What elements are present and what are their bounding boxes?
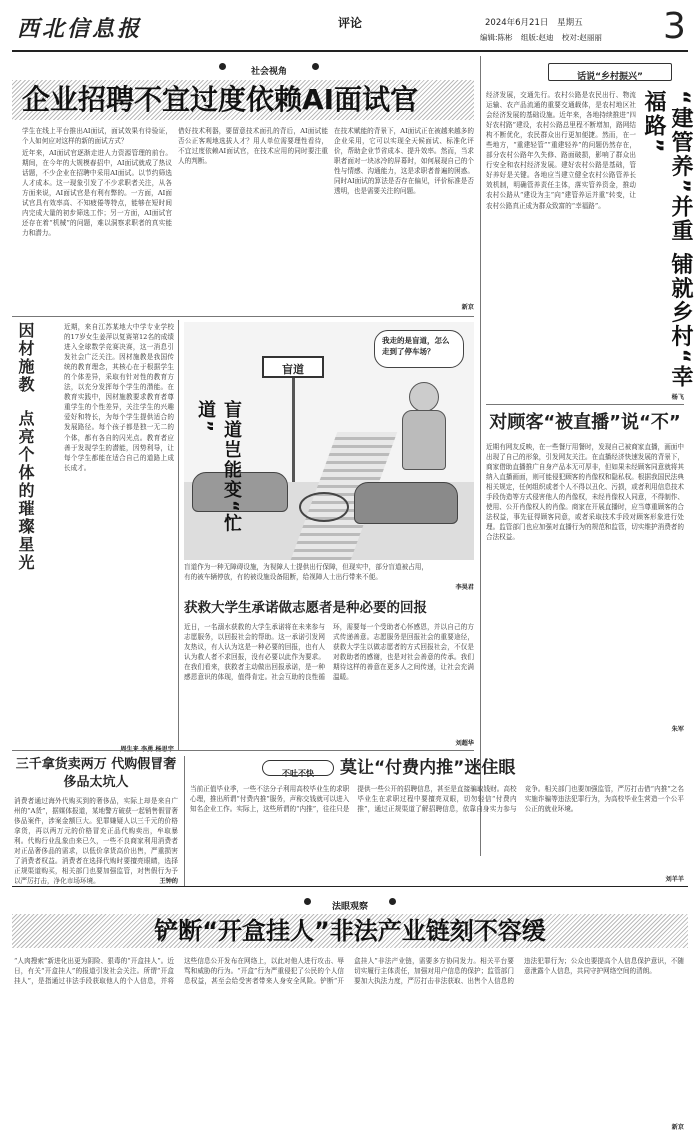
art4-title: 对顾客“被直播”说“不” — [489, 412, 681, 433]
art1-bottom-rule — [12, 316, 474, 317]
art1-title: 企业招聘不宜过度依赖AI面试官 — [22, 83, 419, 116]
art7-kicker — [300, 894, 400, 910]
speech-balloon — [374, 330, 464, 368]
sidebar-body: 经济发展，交通先行。农村公路是农民出行、物流运输、农产品流通的重要交通载体，是农村地区社会经济发展的基础设施。近年来，各地持续推进“四好农村路”建设，农村公路总里程不断增加，路网结构不断优化，农民群众出行更加便捷。然而，在一些地方，“重建轻管”“重建轻养”的问题仍然存在，部分农村公路年久失修、路面破损，影响了群众出行安全和农村经济发展。建好农村公路是基础，管好养好是关键。各地应当建立健全农村公路管养长效机制，明确管养责任主体，落实管养资金，推动农村公路从“建设为主”向“建管养运并重”转变，让农村公路真正成为群众致富的“幸福路”。 — [486, 91, 636, 210]
kicker-dot-left — [219, 63, 226, 70]
art1-col3: 在技术赋能的背景下，AI面试正在被越来越多的企业采用，它可以实现全天候面试、标准化评价，帮助企业节省成本、提升效率。然而，当求职者面对一块冰冷的屏幕时，如何展现自己的个性与情感、沟通能力，这是求职者普遍的困惑。同时AI面试的算法是否存在偏见，评价标准是否透明，也是需要关注的问题。 — [334, 127, 474, 196]
balloon-text: 我走的是盲道，怎么走到了停车场？ — [382, 336, 450, 356]
group-editor: 组版:赵迪 — [520, 33, 554, 42]
art6-kicker — [262, 760, 334, 776]
sign-post — [292, 372, 295, 482]
sidebar-header-box — [548, 63, 672, 81]
art5-byline: 王钟的 — [159, 878, 178, 885]
cartoon-byline: 李昊君 — [455, 584, 474, 591]
bike — [299, 492, 349, 522]
art1-lead: 学生在线上平台推出AI面试，面试效果有待验证，个人如何应对这样的新的面试方式？ — [22, 127, 172, 146]
sidebar-byline: 杨飞 — [671, 394, 684, 401]
art7-body: “人肉搜索”新进化出更为阴险、狠毒的“开盒挂人”。近日，有关“开盒挂人”的报道引发社会关注。所谓“开盒挂人”，是指通过非法手段获取他人的个人信息，并将这些信息公开发布在网络上，以此对他人进行攻击、辱骂和威胁的行为。“开盒”行为严重侵犯了公民的个人信息权益，甚至会给受害者带来人身安全风险。铲断“开盒挂人”非法产业链，需要多方协同发力。相关平台要切实履行主体责任，加强对用户信息的保护；监管部门要加大执法力度，严厉打击非法获取、出售个人信息的违法犯罪行为；公众也要提高个人信息保护意识，不随意泄露个人信息，共同守护网络空间的清朗。 — [14, 957, 684, 986]
art7-kicker-text: 法眼观察 — [331, 902, 368, 912]
issue-date — [485, 16, 583, 28]
art2-byline — [64, 744, 174, 753]
art2-title-line2: 点亮个体的璀璨星光 — [16, 409, 35, 572]
art6-kicker-text: 不吐不快 — [282, 769, 314, 778]
art6-title: 莫让“付费内推”迷住眼 — [340, 758, 516, 778]
editor: 编辑:陈彬 — [480, 33, 513, 42]
cartoon-title: 盲道岂能变“忙道” — [195, 400, 242, 534]
kicker-social-view — [219, 59, 319, 75]
art2-body: 近期，来自江苏某地大中学专业学校的17岁女生姜萍以复赛第12名的成绩进入全球数学竞赛决赛，这一消息引发社会广泛关注。因材施教是我国传统的教育理念，其核心在于根据学生的个体差异，采取有针对性的教育方法，以充分发挥每个学生的潜能。在教育实践中，因材施教要求教育者尊重学生的个性差异，关注学生的兴趣爱好和特长，为每个学生提供适合的发展路径。每个孩子都是独一无二的个体，都有各自的闪光点。教育者应善于发现学生的潜能，因势利导，让每个学生都能在适合自己的道路上成长成才。 — [64, 323, 174, 472]
art5-title: 三千拿货卖两万 代购假冒奢侈品太坑人 — [15, 757, 177, 790]
art6-bottom-rule — [12, 886, 688, 887]
art7-byline: 新京 — [671, 1124, 684, 1131]
weekday-text: 星期五 — [557, 18, 583, 28]
cartoon-caption: 盲道作为一种无障碍设施，为视障人士提供出行保障，但现实中，部分盲道被占用，有的被车辆停放，有的被设施设备阻断，给视障人士出行带来不便。 — [184, 563, 428, 582]
masthead — [0, 0, 700, 52]
art5-divider — [184, 756, 185, 886]
sign-board — [262, 356, 324, 378]
art6-byline: 刘羊羊 — [665, 876, 684, 883]
kicker-text: 社会视角 — [250, 67, 287, 77]
staff-line — [480, 32, 602, 43]
cartoon-person-body — [402, 410, 446, 470]
page-number: 3 — [663, 6, 686, 47]
kicker7-dot-left — [304, 898, 311, 905]
art6-body: 当前正值毕业季，一些不法分子利用高校毕业生的求职心理，推出所谓“付费内推”服务，声称交钱就可以进入知名企业工作。实际上，这些所谓的“内推”，往往只是提供一些公开的招聘信息，甚至是直接骗取钱财。高校毕业生在求职过程中要擅亮双眼，切勿轻信“付费内推”，通过正规渠道了解招聘信息，依靠自身实力参与竞争。相关部门也要加强监管，严厉打击借“内推”之名实施诈骗等违法犯罪行为，为高校毕业生营造一个公平公正的就业环境。 — [190, 785, 684, 814]
art7-title: 铲断“开盒挂人”非法产业链刻不容缓 — [154, 917, 546, 945]
kicker-dot-right — [312, 63, 319, 70]
art4-byline: 朱军 — [671, 726, 684, 733]
art3-bottom-rule — [12, 750, 474, 751]
art2-title — [14, 322, 36, 572]
art2-divider — [178, 320, 179, 750]
art3-byline: 刘超华 — [455, 740, 474, 747]
art2-title-line1: 因材施教 — [16, 322, 35, 394]
proofreader: 校对:赵丽丽 — [561, 33, 602, 42]
sidebar-header-text: 话说“乡村振兴” — [577, 72, 643, 82]
sidebar-bottom-rule — [486, 404, 684, 405]
art3-body: 近日，一名溺水获救的大学生承诺将在未来参与志愿服务，以回报社会的帮助。这一承诺引发网友热议，有人认为这是一种必要的回报，也有人认为救人者不求回报，没有必要以此作为要求。在我们看来，获救者主动做出回报承诺，是一种感恩意识的体现，值得肯定。社会互助的良性循环，需要每一个受助者心怀感恩，并以自己的方式传递善意。志愿服务是回报社会的重要途径，获救大学生以做志愿者的方式回报社会，不仅是对救助者的感谢，也是对社会善意的传承。我们期待这样的善意在更多人之间传递，让社会充满温暖。 — [184, 623, 474, 682]
sign-text: 盲道 — [282, 363, 304, 376]
sidebar-divider — [480, 56, 481, 856]
masthead-rule — [12, 50, 688, 52]
art5-body: 消费者通过海外代购买到的奢侈品，实际上却是来自广州的“A货”，据媒体报道，某地警方破获一起销售假冒奢侈品案件，涉案金额巨大。犯罪嫌疑人以三千元的价格拿货，再以两万元的价格冒充正品代购卖出，牟取暴利。代购行业乱象由来已久，一些不良商家利用消费者对正品奢侈品的需求，以低价拿货高价出售，严重损害了消费者权益。消费者在选择代购时要擅亮眼睛，选择正规渠道购买，相关部门也要加强监管，对售假行为予以严厉打击，净化市场环境。 — [14, 797, 178, 886]
art1-byline: 新京 — [461, 304, 474, 311]
art3-title: 获救大学生承诺做志愿者是种必要的回报 — [184, 600, 427, 616]
art1-col1: 近年来，AI面试官逐渐走进人力资源管理的前台。期间，在今年的大规模春招中，AI面试就成了热议话题，不少企业在招聘中采用AI面试。以节约筛选人才成本。这一现象引发了不少求职者关注，从各方面来说，AI面试官是有利有弊的。一方面，AI面试官具有效率高、不知疲倦等特点，能够在短时间内完成大量的初步筛选工作；另一方面，AI面试官还存在着“机械”的问题，难以洞察求职者的真实能力和潜力。 — [22, 149, 172, 238]
section-name: 评论 — [338, 16, 363, 30]
date-text: 2024年6月21日 — [485, 18, 549, 28]
art4-body: 近期有网友反映，在一些餐厅用餐时，发现自己被商家直播，画面中出现了自己的形象，引发网友关注。在直播经济快速发展的背景下，商家借助直播推广自身产品本无可厚非，但如果未经顾客同意就将其纳入直播画面，则可能侵犯顾客的肖像权和隐私权。根据我国民法典相关规定，任何组织或者个人不得以丑化、污损，或者利用信息技术手段伪造等方式侵害他人的肖像权，未经肖像权人同意，不得制作、使用、公开肖像权人的肖像。商家在开展直播时，应当尊重顾客的合法权益，事先征得顾客同意，或者采取技术手段对顾客形象进行处理。监管部门也应加强对直播行为的规范和监管，切实维护消费者的合法权益。 — [486, 443, 684, 542]
cartoon-person — [409, 382, 439, 412]
newspaper-logo: 西北信息报 — [17, 16, 143, 42]
car-right — [354, 482, 458, 524]
art1-col2: 借好技术利器，要留意技术面孔的背后，AI面试能否公正客观地选拔人才？用人单位需要理性看待，不宜过度依赖AI面试官，在技术应用的同时要注重人的判断。 — [178, 127, 328, 166]
kicker7-dot-right — [389, 898, 396, 905]
sidebar-title: “建管养”并重 铺就乡村“幸福路” — [641, 90, 693, 390]
